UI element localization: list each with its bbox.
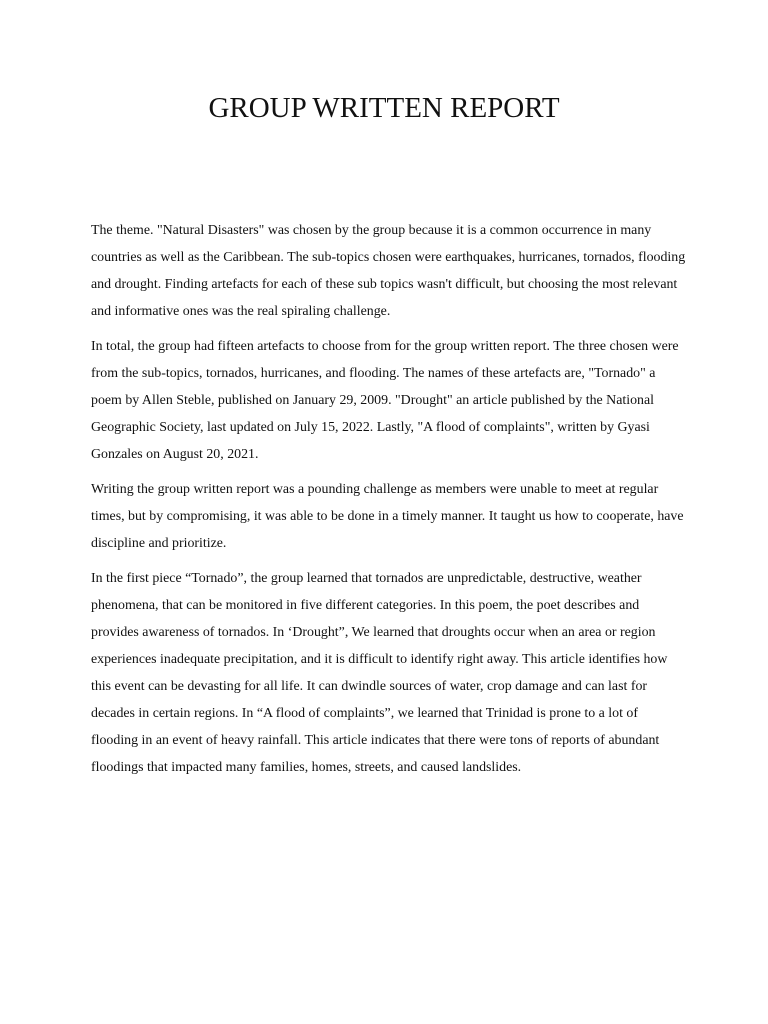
paragraph-artefacts: In total, the group had fifteen artefacts to choose from for the group written report. The three chosen were from the sub-topics, tornados, hurricanes, and flooding. The names of these artefacts are, "Tornado" a poem by Allen Steble, published on January 29, 2009. "Drought" an article published by the National Geographic Society, last updated on July 15, 2022. Lastly, "A flood of complaints", written by Gyasi Gonzales on August 20, 2021.: [91, 339, 679, 462]
paragraph-findings: In the first piece “Tornado”, the group learned that tornados are unpredictable, destructive, weather phenomena, that can be monitored in five different categories. In this poem, the poet describes and provides awareness of tornados. In ‘Drought”, We learned that droughts occur when an area or region experiences inadequate precipitation, and it is difficult to identify right away. This article identifies how this event can be devasting for all life. It can dwindle sources of water, crop damage and can last for decades in certain regions. In “A flood of complaints”, we learned that Trinidad is prone to a lot of flooding in an event of heavy rainfall. This article indicates that there were tons of reports of abundant floodings that impacted many families, homes, streets, and caused landslides.: [91, 571, 668, 775]
document-title: GROUP WRITTEN REPORT: [208, 92, 560, 124]
document-body: [91, 217, 687, 789]
paragraph-theme: The theme. "Natural Disasters" was chosen by the group because it is a common occurrence in many countries as well as the Caribbean. The sub-topics chosen were earthquakes, hurricanes, tornados, flooding and drought. Finding artefacts for each of these sub topics wasn't difficult, but choosing the most relevant and informative ones was the real spiraling challenge.: [91, 223, 686, 319]
paragraph-challenge: Writing the group written report was a pounding challenge as members were unable to meet at regular times, but by compromising, it was able to be done in a timely manner. It taught us how to cooperate, have discipline and prioritize.: [91, 482, 684, 551]
